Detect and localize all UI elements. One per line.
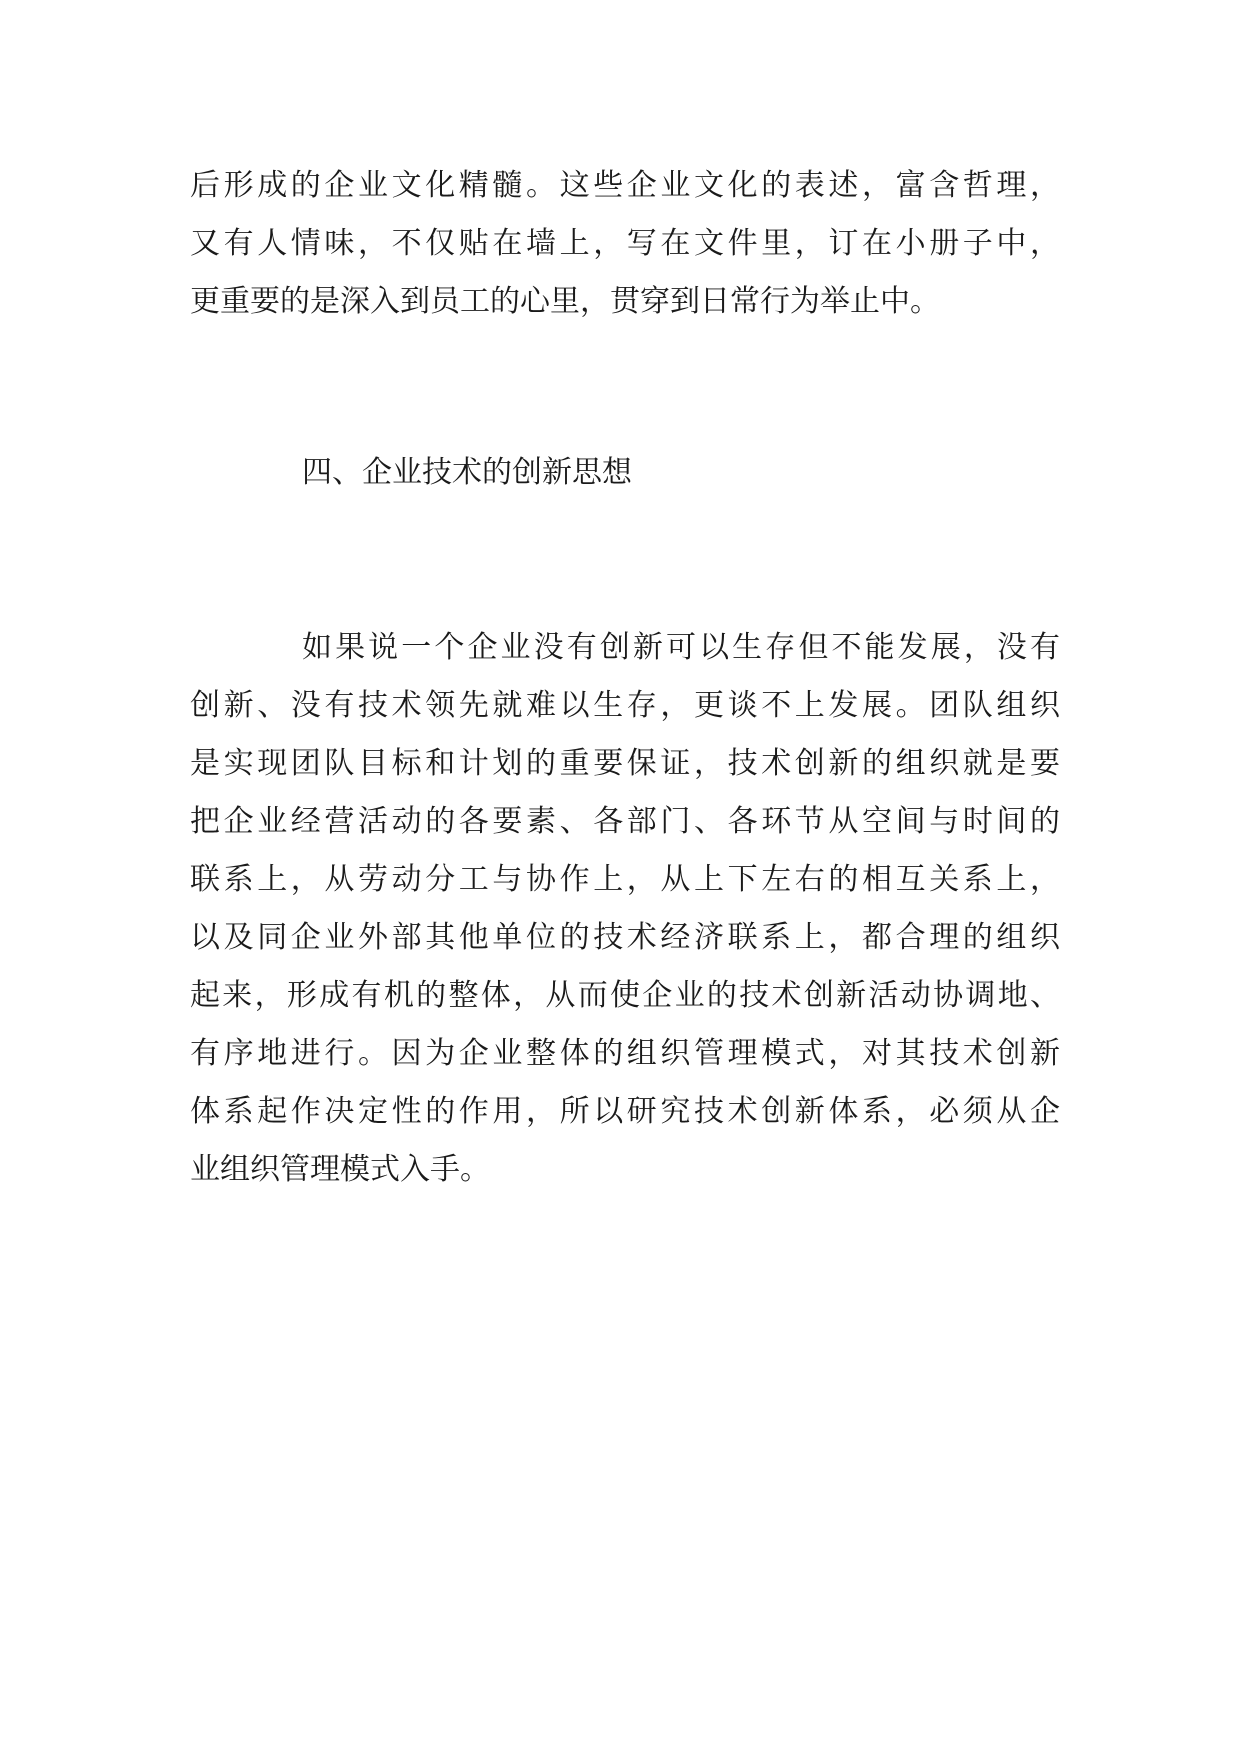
paragraph-2-line-8: 有序地进行。因为企业整体的组织管理模式，对其技术创新 <box>190 1036 1060 1071</box>
paragraph-2-line-7: 起来，形成有机的整体，从而使企业的技术创新活动协调地、 <box>190 978 1060 1013</box>
paragraph-2-line-6: 以及同企业外部其他单位的技术经济联系上，都合理的组织 <box>190 920 1060 955</box>
paragraph-2-line-5: 联系上，从劳动分工与协作上，从上下左右的相互关系上， <box>190 862 1060 897</box>
paragraph-2-line-10: 业组织管理模式入手。 <box>190 1152 490 1187</box>
paragraph-2-line-2: 创新、没有技术领先就难以生存，更谈不上发展。团队组织 <box>190 688 1060 723</box>
paragraph-2-line-3: 是实现团队目标和计划的重要保证，技术创新的组织就是要 <box>190 746 1060 781</box>
paragraph-1-line-3: 更重要的是深入到员工的心里，贯穿到日常行为举止中。 <box>190 284 940 319</box>
paragraph-2-line-9: 体系起作决定性的作用，所以研究技术创新体系，必须从企 <box>190 1094 1060 1129</box>
paragraph-2-line-1: 如果说一个企业没有创新可以生存但不能发展，没有 <box>302 630 1060 665</box>
section-heading: 四、企业技术的创新思想 <box>302 455 632 490</box>
paragraph-1-line-2: 又有人情味，不仅贴在墙上，写在文件里，订在小册子中， <box>190 226 1060 261</box>
paragraph-2-line-4: 把企业经营活动的各要素、各部门、各环节从空间与时间的 <box>190 804 1060 839</box>
paragraph-1-line-1: 后形成的企业文化精髓。这些企业文化的表述，富含哲理， <box>190 168 1060 203</box>
